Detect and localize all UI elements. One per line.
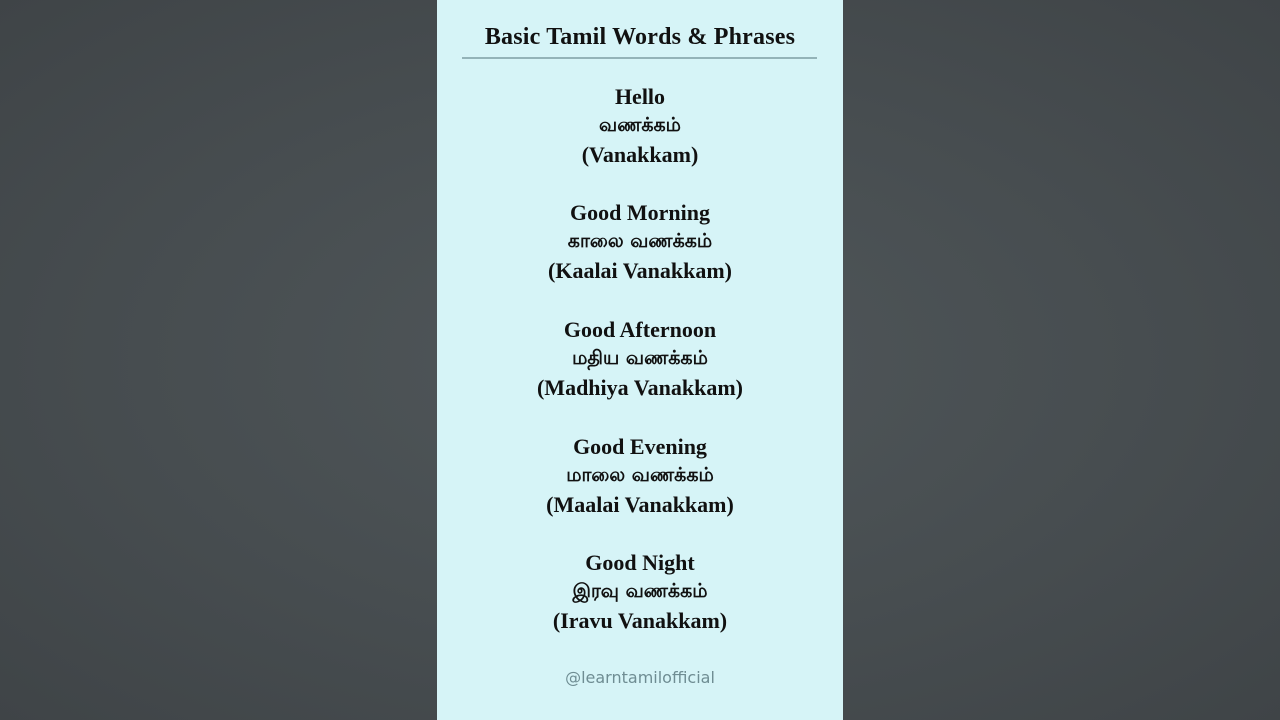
title-divider: [462, 57, 817, 59]
tamil-phrase: மதிய வணக்கம்: [572, 347, 708, 369]
transliteration: (Madhiya Vanakkam): [536, 375, 743, 400]
phrase-entry-hello: [437, 82, 843, 169]
phrase-card-content: [437, 0, 843, 720]
transliteration: (Vanakkam): [581, 142, 699, 167]
english-phrase: Good Morning: [570, 200, 710, 225]
social-handle: @learntamilofficial: [565, 668, 715, 687]
tamil-phrase: வணக்கம்: [599, 114, 681, 136]
phrase-entry-good-morning: [437, 198, 843, 285]
page-title: Basic Tamil Words & Phrases: [484, 24, 796, 50]
english-phrase: Good Evening: [573, 434, 707, 459]
transliteration: (Maalai Vanakkam): [546, 492, 734, 517]
transliteration: (Kaalai Vanakkam): [548, 258, 732, 283]
english-phrase: Good Night: [585, 550, 695, 575]
tamil-phrase: மாலை வணக்கம்: [566, 464, 714, 486]
english-phrase: Good Afternoon: [563, 317, 717, 342]
phrase-entry-good-evening: [437, 432, 843, 519]
tamil-phrase: இரவு வணக்கம்: [572, 580, 708, 602]
phrase-entry-good-night: [437, 548, 843, 635]
phrase-entry-good-afternoon: [437, 315, 843, 402]
transliteration: (Iravu Vanakkam): [552, 608, 728, 633]
english-phrase: Hello: [614, 84, 666, 109]
tamil-phrase: காலை வணக்கம்: [567, 230, 713, 252]
